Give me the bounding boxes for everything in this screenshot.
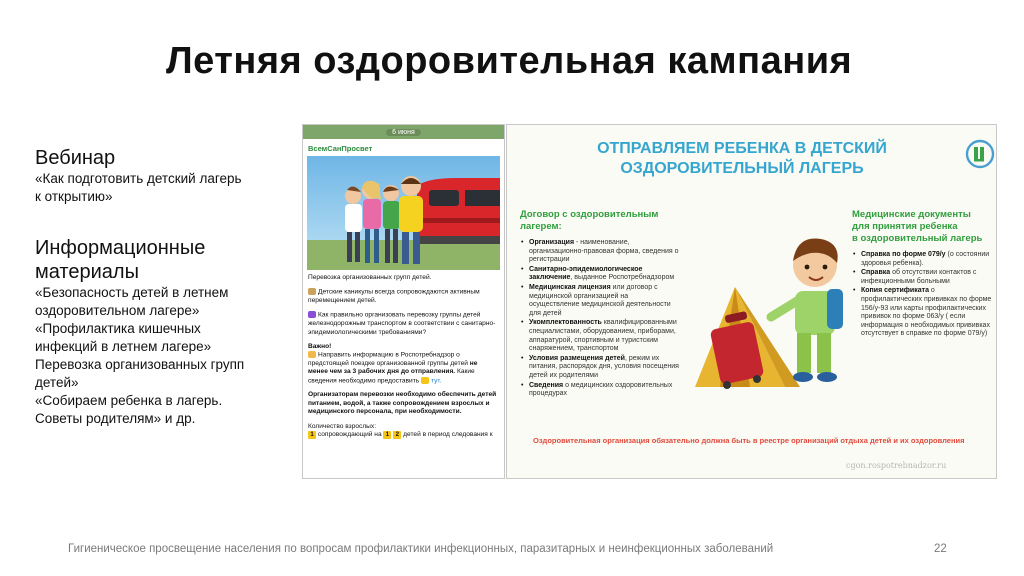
- infographic-title-line: ОЗДОРОВИТЕЛЬНЫЙ ЛАГЕРЬ: [620, 160, 864, 177]
- item-bold: Справка по форме 079/у: [861, 251, 946, 258]
- material-line: оздоровительном лагере»: [35, 303, 200, 318]
- post-paragraph: Организаторам перевозки необходимо обеспечить детей питанием, водой, а также сопровождением взрослых и медицинского персонала, при необходимости.: [308, 391, 497, 416]
- left-column: [35, 146, 297, 428]
- post-count-line: сопровождающий на: [317, 431, 382, 439]
- question-icon: [308, 311, 316, 318]
- rospotrebnadzor-logo-icon: [965, 139, 995, 169]
- post-date-bar: [303, 125, 504, 139]
- material-line: Перевозка организованных групп: [35, 357, 245, 372]
- contract-section: [520, 209, 680, 400]
- post-paragraph: Направить информацию в Роспотребнадзор о предстоящей поездке организованной группы детей: [308, 351, 468, 367]
- infographic-title: [547, 139, 937, 179]
- list-item: [520, 284, 680, 318]
- post-photo: [307, 156, 500, 270]
- post-paragraph: Какие сведения необходимо предоставить: [308, 368, 475, 385]
- item-text: о медицинских оздоровительных процедурах: [529, 381, 673, 398]
- material-line: детей»: [35, 375, 79, 390]
- contract-title-line: Договор с оздоровительным: [520, 209, 659, 220]
- number-badge: 1: [308, 431, 316, 439]
- materials-heading: Информационные: [35, 237, 206, 259]
- page-number: 22: [934, 543, 947, 555]
- medical-title-line: для принятия ребенка: [852, 221, 958, 232]
- item-text: , режим их питания, распорядок дня, условия посещения детей их родителями: [529, 354, 679, 379]
- contract-title: [520, 209, 680, 233]
- medical-title-line: Медицинские документы: [852, 209, 971, 220]
- post-important: Важно!: [308, 342, 332, 350]
- material-line: «Безопасность детей в летнем: [35, 285, 229, 300]
- contract-list: [520, 239, 680, 399]
- medical-docs-section: [852, 209, 994, 340]
- item-bold: Организация: [529, 239, 575, 246]
- medical-docs-list: [852, 251, 994, 339]
- material-line: Советы родителям» и др.: [35, 411, 196, 426]
- item-bold: Медицинская лицензия: [529, 283, 611, 291]
- list-item: [852, 269, 994, 286]
- item-text: , выданное Роспотребнадзором: [570, 274, 675, 282]
- post-channel-name[interactable]: ВсемСанПросвет: [308, 144, 373, 153]
- item-bold: Копия сертификата: [861, 287, 929, 295]
- item-text: о профилактических прививках по форме 156/у-93 или карты профилактических прививок по форме 063/у ( если информация о необходимых прививках отсутствует в справке по форме 079/у): [861, 287, 992, 338]
- camp-infographic: [506, 124, 997, 479]
- list-item: [520, 266, 680, 283]
- item-bold: Укомплектованность: [529, 319, 602, 327]
- item-bold: Условия размещения детей: [529, 354, 625, 362]
- post-text-title: Перевозка организованных групп детей.: [308, 274, 432, 281]
- item-text: об отсутствии контактов с инфекционными больными: [861, 269, 977, 285]
- slide-title: Летняя оздоровительная кампания: [166, 40, 853, 82]
- pencil-icon: [308, 351, 316, 358]
- list-item: [520, 239, 680, 265]
- list-item: [520, 355, 680, 381]
- medical-docs-title: [852, 209, 994, 245]
- item-text: (о состоянии здоровья ребенка).: [861, 251, 990, 267]
- material-line: «Профилактика кишечных: [35, 321, 201, 336]
- item-text: квалифицированными специалистами, оборудованием, приборами, аппаратурой, спортивным и туристским снаряжением, транспортом: [529, 319, 677, 353]
- site-url[interactable]: cgon.rospotrebnadzor.ru: [846, 461, 947, 470]
- children-train-photo: [307, 156, 500, 270]
- post-paragraph: Как правильно организовать перевозку группы детей железнодорожным транспортом в соответствии с санитарно-эпидемиологическими требованиями?: [308, 311, 496, 336]
- webinar-line: «Как подготовить детский лагерь: [35, 171, 242, 186]
- number-badge: 1: [383, 431, 391, 439]
- post-paragraph: Детские каникулы всегда сопровождаются активным перемещением детей.: [308, 288, 480, 305]
- infographic-title-line: ОТПРАВЛЯЕМ РЕБЕНКА В ДЕТСКИЙ: [597, 140, 887, 157]
- footer-caption: Гигиеническое просвещение населения по вопросам профилактики инфекционных, паразитарных и неинфекционных заболеваний: [68, 543, 774, 555]
- item-text: - наименование, организационно-правовая форма, сведения о регистрации: [529, 239, 679, 264]
- item-bold: Справка: [861, 269, 891, 277]
- item-bold: Сведения: [529, 381, 564, 389]
- item-text: или договор с медицинской организацией на осуществление медицинской деятельности для детей: [529, 283, 671, 317]
- post-highlight: не менее чем за 3 рабочих дня до отправления.: [308, 360, 478, 376]
- webinar-line: к открытию»: [35, 189, 113, 204]
- post-date: 6 июня: [386, 129, 421, 136]
- telegram-post: [302, 124, 505, 479]
- pointing-hand-icon: [421, 377, 429, 384]
- material-line: «Собираем ребенка в лагерь.: [35, 393, 223, 408]
- list-item: [852, 287, 994, 339]
- list-item: [852, 251, 994, 268]
- item-bold: Санитарно-эпидемиологическое заключение: [529, 265, 643, 282]
- medical-title-line: в оздоровительный лагерь: [852, 233, 983, 244]
- material-line: инфекций в летнем лагере»: [35, 339, 212, 354]
- contract-title-line: лагерем:: [520, 221, 562, 232]
- list-item: [520, 382, 680, 399]
- number-badge: 2: [393, 431, 401, 439]
- webinar-heading: Вебинар: [35, 147, 116, 169]
- post-count-label: Количество взрослых:: [308, 422, 377, 430]
- post-link[interactable]: тут.: [431, 377, 442, 385]
- boy-with-suitcase-illustration: [675, 217, 855, 417]
- materials-heading: материалы: [35, 261, 139, 283]
- backpack-icon: [308, 288, 316, 295]
- registry-note: Оздоровительная организация обязательно должна быть в реестре организаций отдыха детей и их оздоровления: [533, 436, 965, 445]
- list-item: [520, 319, 680, 353]
- post-text: [303, 270, 504, 440]
- post-count-line: детей в период следования к: [403, 431, 493, 439]
